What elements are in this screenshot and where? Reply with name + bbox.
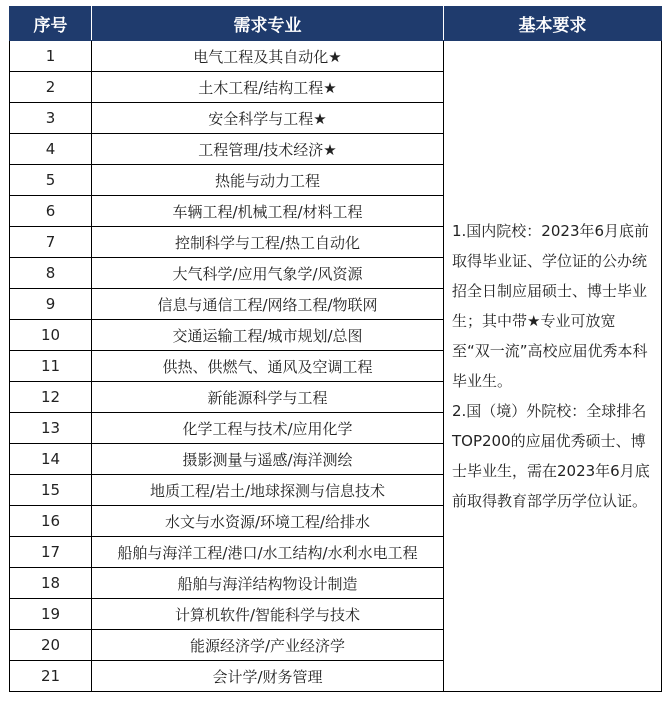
row-major: 车辆工程/机械工程/材料工程 bbox=[92, 196, 444, 227]
row-major: 供热、供燃气、通风及空调工程 bbox=[92, 351, 444, 382]
table-row bbox=[10, 41, 662, 72]
requirement-overseas: 2.国（境）外院校：全球排名TOP200的应届优秀硕士、博士毕业生，需在2023年6月底前取得教育部学历学位认证。 bbox=[452, 402, 650, 510]
row-major: 土木工程/结构工程★ bbox=[92, 72, 444, 103]
row-index: 10 bbox=[10, 320, 92, 351]
requirements-cell bbox=[444, 41, 662, 692]
table-body bbox=[10, 41, 662, 692]
row-major: 船舶与海洋工程/港口/水工结构/水利水电工程 bbox=[92, 537, 444, 568]
header-major: 需求专业 bbox=[92, 7, 444, 41]
row-index: 4 bbox=[10, 134, 92, 165]
row-major: 控制科学与工程/热工自动化 bbox=[92, 227, 444, 258]
row-index: 7 bbox=[10, 227, 92, 258]
row-major: 能源经济学/产业经济学 bbox=[92, 630, 444, 661]
row-major: 摄影测量与遥感/海洋测绘 bbox=[92, 444, 444, 475]
row-major: 热能与动力工程 bbox=[92, 165, 444, 196]
row-index: 18 bbox=[10, 568, 92, 599]
row-index: 13 bbox=[10, 413, 92, 444]
row-index: 8 bbox=[10, 258, 92, 289]
recruitment-table-container bbox=[9, 6, 661, 712]
row-major: 大气科学/应用气象学/风资源 bbox=[92, 258, 444, 289]
row-major: 船舶与海洋结构物设计制造 bbox=[92, 568, 444, 599]
row-index: 9 bbox=[10, 289, 92, 320]
row-index: 2 bbox=[10, 72, 92, 103]
row-major: 水文与水资源/环境工程/给排水 bbox=[92, 506, 444, 537]
row-index: 14 bbox=[10, 444, 92, 475]
row-index: 6 bbox=[10, 196, 92, 227]
row-index: 21 bbox=[10, 661, 92, 692]
row-index: 15 bbox=[10, 475, 92, 506]
row-index: 3 bbox=[10, 103, 92, 134]
table-header-row bbox=[10, 7, 662, 41]
header-requirements: 基本要求 bbox=[444, 7, 662, 41]
row-major: 会计学/财务管理 bbox=[92, 661, 444, 692]
row-major: 计算机软件/智能科学与技术 bbox=[92, 599, 444, 630]
row-index: 1 bbox=[10, 41, 92, 72]
row-major: 地质工程/岩土/地球探测与信息技术 bbox=[92, 475, 444, 506]
header-index: 序号 bbox=[10, 7, 92, 41]
row-index: 11 bbox=[10, 351, 92, 382]
row-major: 化学工程与技术/应用化学 bbox=[92, 413, 444, 444]
row-index: 17 bbox=[10, 537, 92, 568]
row-major: 安全科学与工程★ bbox=[92, 103, 444, 134]
row-index: 19 bbox=[10, 599, 92, 630]
row-major: 工程管理/技术经济★ bbox=[92, 134, 444, 165]
row-index: 20 bbox=[10, 630, 92, 661]
recruitment-table bbox=[9, 6, 662, 692]
row-major: 信息与通信工程/网络工程/物联网 bbox=[92, 289, 444, 320]
row-index: 12 bbox=[10, 382, 92, 413]
requirement-domestic: 1.国内院校：2023年6月底前取得毕业证、学位证的公办统招全日制应届硕士、博士毕业生；其中带★专业可放宽至“双一流”高校应届优秀本科毕业生。 bbox=[452, 222, 650, 390]
row-major: 交通运输工程/城市规划/总图 bbox=[92, 320, 444, 351]
row-major: 电气工程及其自动化★ bbox=[92, 41, 444, 72]
row-major: 新能源科学与工程 bbox=[92, 382, 444, 413]
row-index: 16 bbox=[10, 506, 92, 537]
row-index: 5 bbox=[10, 165, 92, 196]
